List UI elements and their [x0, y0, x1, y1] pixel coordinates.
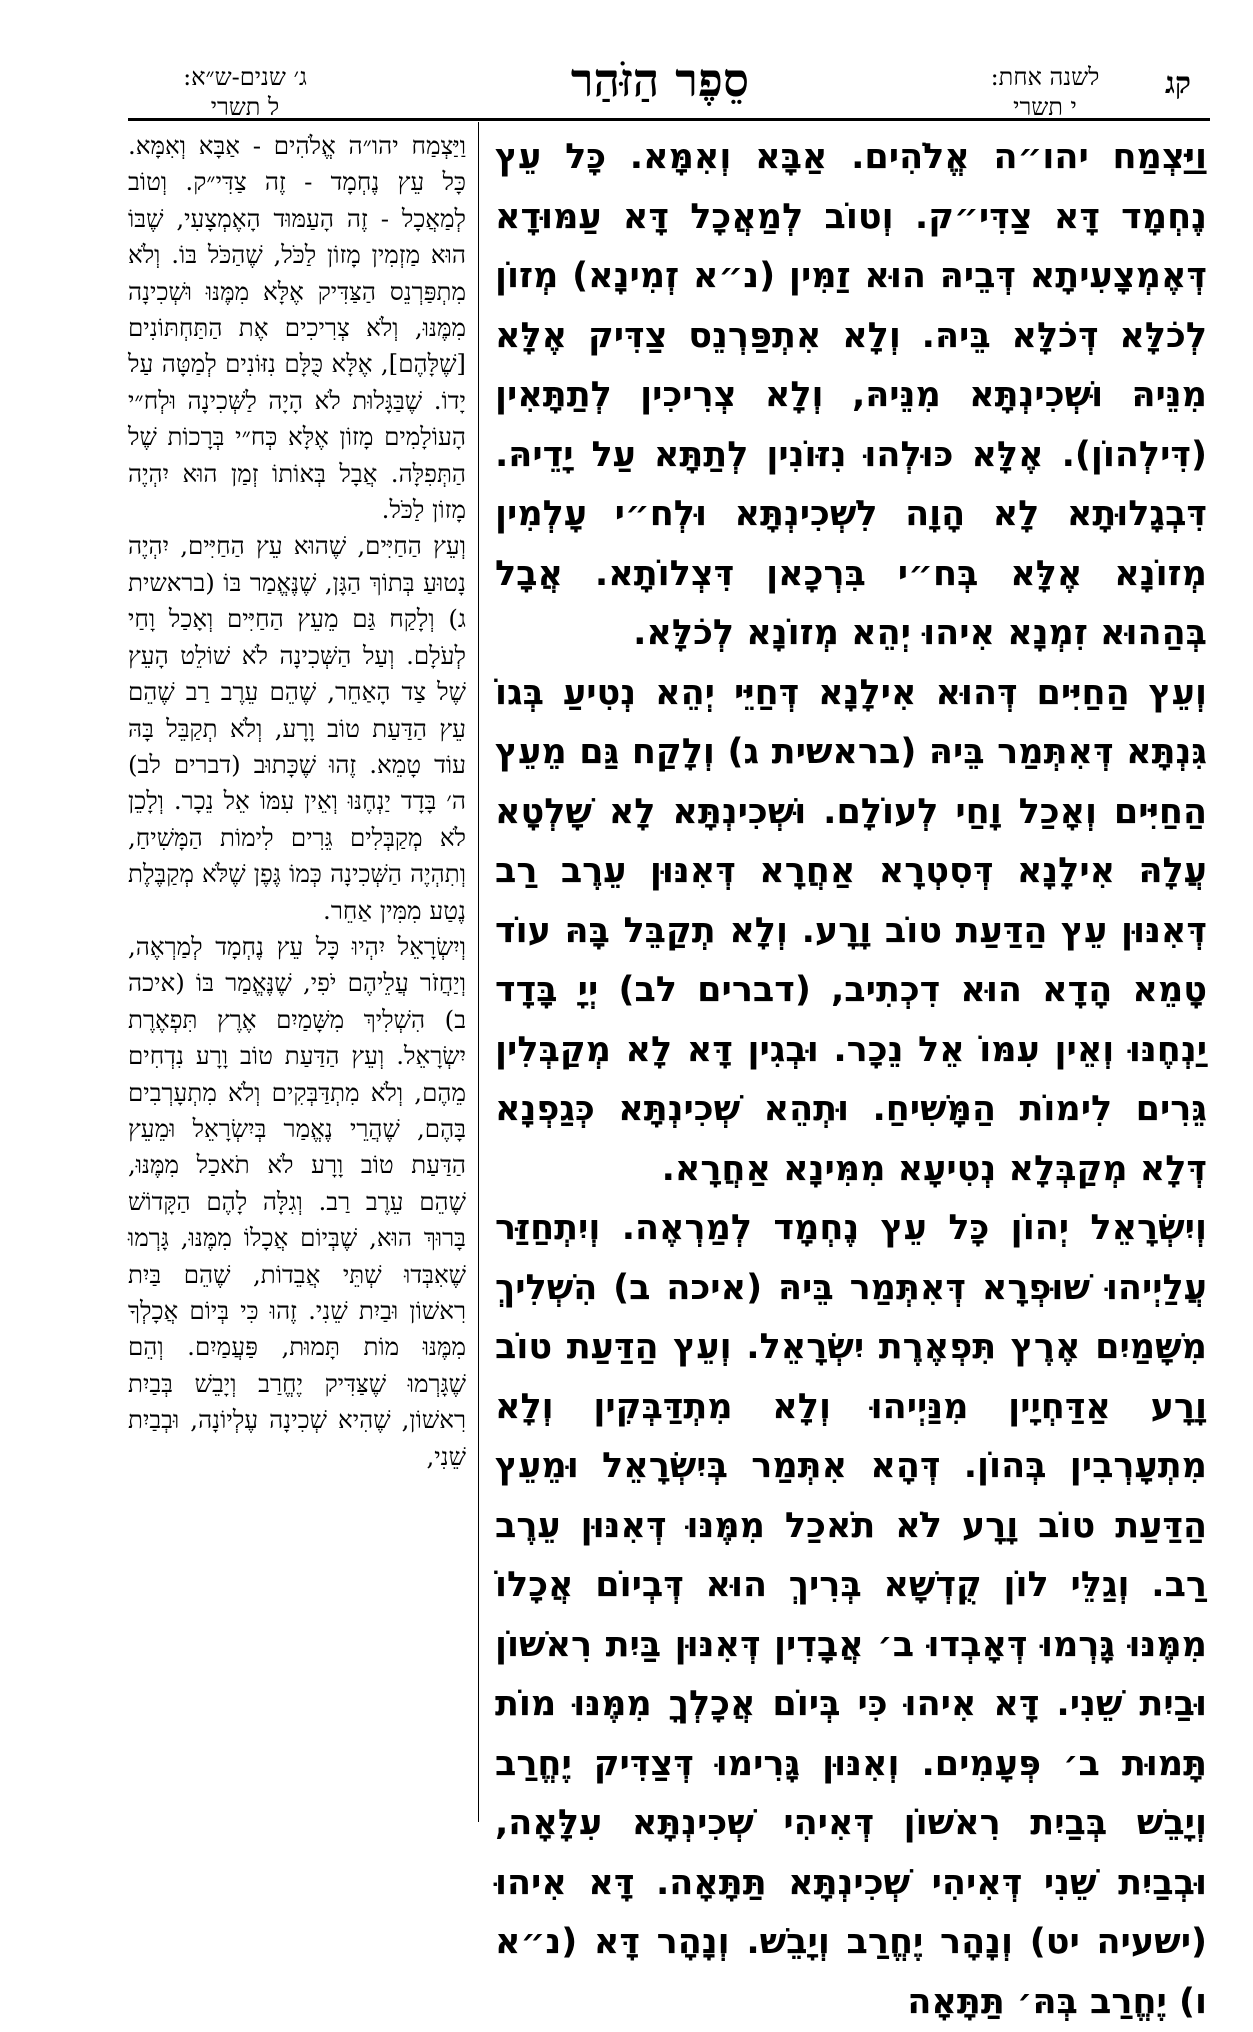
header-right-line2: י תשרי [1013, 93, 1077, 121]
header-right [960, 62, 1130, 122]
header-rule [128, 118, 1210, 121]
header-left [130, 62, 360, 122]
page-header [0, 0, 1253, 120]
page-title: סֵפֶר הַזֹּהַר [570, 53, 750, 107]
main-text-column [495, 128, 1207, 2032]
commentary-paragraph: וַיַּצְמַח יהו״ה אֱלֹהִים - אַבָּא וְאִמָּא. כָּל עֵץ נֶחְמָד - זֶה צַדִּי״ק. וְטוֹב לְמַאֲכָל - זֶה הָעַמּוּד הָאֶמְצָעִי, שֶׁבּוֹ הוּא מַזְמִין מָזוֹן לַכֹּל, שֶׁהַכֹּל בּוֹ. וְלֹא מִתְפַּרְנֵס הַצַּדִּיק אֶלָּא מִמֶּנּוּ וּשְׁכִינָה מִמֶּנּוּ, וְלֹא צְרִיכִים אֶת הַתַּחְתּוֹנִים [שֶׁלָּהֶם], אֶלָּא כֻּלָּם נִזּוֹנִים לְמַטָּה עַל יָדוֹ. שֶׁבַּגָּלוּת לֹא הָיָה לַשְּׁכִינָה וּלְח״י הָעוֹלָמִים מָזוֹן אֶלָּא כְּח״י בְּרָכוֹת שֶׁל הַתְּפִלָּה. אֲבָל בְּאוֹתוֹ זְמַן הוּא יִהְיֶה מָזוֹן לַכֹּל. [128, 131, 466, 525]
header-right-line1: לשנה אחת: [990, 63, 1100, 91]
header-left-line1: ג׳ שנים-ש״א: [183, 63, 307, 91]
page-number: קג [1165, 66, 1191, 101]
header-left-line2: ל תשרי [210, 93, 280, 121]
commentary-paragraph: וְעֵץ הַחַיִּים, שֶׁהוּא עֵץ הַחַיִּים, יִהְיֶה נָטוּעַ בְּתוֹךְ הַגָּן, שֶׁנֶּאֱמַר בּוֹ (בראשית ג) וְלָקַח גַּם מֵעֵץ הַחַיִּים וְאָכַל וָחַי לְעֹלָם. וְעַל הַשְּׁכִינָה לֹא שׁוֹלֵט הָעֵץ שֶׁל צַד הָאַחֵר, שֶׁהֵם עֵרֶב רַב שֶׁהֵם עֵץ הַדַּעַת טוֹב וָרָע, וְלֹא תְקַבֵּל בָּהּ עוֹד טָמֵא. זֶהוּ שֶׁכָּתוּב (דברים לב) ה׳ בָּדָד יַנְחֶנּוּ וְאֵין עִמּוֹ אֵל נֵכָר. וְלָכֵן לֹא מְקַבְּלִים גֵּרִים לִימוֹת הַמָּשִׁיחַ, וְתִהְיֶה הַשְּׁכִינָה כְּמוֹ גֶּפֶן שֶׁלֹּא מְקַבֶּלֶת נֶטַע מִמִּין אַחֵר. [128, 531, 466, 925]
main-paragraph: וְעֵץ הַחַיִּים דְּהוּא אִילָנָא דְּחַיֵּי יְהֵא נְטִיעַ בְּגוֹ גִּנְתָּא דְּאִתְּמַר בֵּיהּ (בראשית ג) וְלָקַח גַּם מֵעֵץ הַחַיִּים וְאָכַל וָחַי לְעוֹלָם. וּשְׁכִינְתָּא לָא שָׁלְטָא עֲלָהּ אִילָנָא דְּסִטְרָא אַחֲרָא דְּאִנּוּן עֵרֶב רַב דְּאִנּוּן עֵץ הַדַּעַת טוֹב וָרָע. וְלָא תְקַבֵּל בָּהּ עוֹד טָמֵא הָדָא הוּא דִכְתִיב, (דברים לב) יְיָ בָּדָד יַנְחֶנּוּ וְאֵין עִמּוֹ אֵל נֵכָר. וּבְגִין דָּא לָא מְקַבְּלִין גֵּרִים לִימוֹת הַמָּשִׁיחַ. וּתְהֵא שְׁכִינְתָּא כְּגַפְנָא דְּלָא מְקַבְּלָא נְטִיעָא מִמִּינָא אַחֲרָא. [495, 672, 1207, 1189]
main-paragraph: וַיַּצְמַח יהו״ה אֱלֹהִים. אַבָּא וְאִמָּא. כָּל עֵץ נֶחְמָד דָּא צַדִּי״ק. וְטוֹב לְמַאֲכָל דָּא עַמּוּדָא דְּאֶמְצָעִיתָא דְּבֵיהּ הוּא זַמִּין (נ״א זְמִינָא) מְזוֹן לְכֹלָּא דְּכֹלָּא בֵּיהּ. וְלָא אִתְפַּרְנֵס צַדִּיק אֶלָּא מִנֵּיהּ וּשְׁכִינְתָּא מִנֵּיהּ, וְלָא צְרִיכִין לְתַתָּאִין (דִּילְהוֹן). אֶלָּא כּוּלְהוּ נִזּוֹנִין לְתַתָּא עַל יָדֵיהּ. דִּבְגָלוּתָא לָא הָוָה לִשְׁכִינְתָּא וּלְח״י עָלְמִין מְזוֹנָא אֶלָּא בְּח״י בִּרְכָאן דִּצְלוֹתָא. אֲבָל בְּהַהוּא זִמְנָא אִיהוּ יְהֵא מְזוֹנָא לְכֹלָּא. [495, 137, 1207, 653]
main-paragraph: וְיִשְׂרָאֵל יְהוֹן כָּל עֵץ נֶחְמָד לְמַרְאֶה. וְיִתְחַזַּר עֲלַיְיהוּ שׁוּפְרָא דְּאִתְּמַר בֵּיהּ (איכה ב) הִשְׁלִיךְ מִשָּׁמַיִם אֶרֶץ תִּפְאֶרֶת יִשְׂרָאֵל. וְעֵץ הַדַּעַת טוֹב וָרָע אַדַּחְיָין מִנַּיְיהוּ וְלָא מִתְדַּבְּקִין וְלָא מִתְעָרְבִין בְּהוֹן. דְּהָא אִתְּמַר בְּיִשְׂרָאֵל וּמֵעֵץ הַדַּעַת טוֹב וָרָע לֹא תֹאכַל מִמֶּנּוּ דְּאִנּוּן עֵרֶב רַב. וְגַלֵּי לוֹן קֻדְשָׁא בְּרִיךְ הוּא דְּבְיוֹם אֲכָלוֹ מִמֶּנּוּ גָּרְמוּ דְּאָבְדוּ ב׳ אֲבָדִין דְּאִנּוּן בַּיִת רִאשׁוֹן וּבַיִת שֵׁנִי. דָּא אִיהוּ כִּי בְּיוֹם אֲכָלְךָ מִמֶּנּוּ מוֹת תָּמוּת ב׳ פְּעָמִים. וְאִנּוּן גָּרִימוּ דְּצַדִּיק יֶחֱרַב וְיָבֵשׁ בְּבַיִת רִאשׁוֹן דְּאִיהִי שְׁכִינְתָּא עִלָּאָה, וּבְבַיִת שֵׁנִי דְּאִיהִי שְׁכִינְתָּא תַּתָּאָה. דָּא אִיהוּ (ישעיה יט) וְנָהָר יֶחֱרַב וְיָבֵשׁ. וְנָהָר דָּא (נ״א ו) יֶחֱרַב בְּהּ׳ תַּתָּאָה [495, 1208, 1207, 2022]
column-divider [478, 122, 479, 1822]
commentary-column [128, 128, 466, 1475]
commentary-paragraph: וְיִשְׂרָאֵל יִהְיוּ כָּל עֵץ נֶחְמָד לְמַרְאֶה, וְיַחֲזֹר עֲלֵיהֶם יֹפִי, שֶׁנֶּאֱמַר בּוֹ (איכה ב) הִשְׁלִיךְ מִשָּׁמַיִם אֶרֶץ תִּפְאֶרֶת יִשְׂרָאֵל. וְעֵץ הַדַּעַת טוֹב וָרָע נִדְחִים מֵהֶם, וְלֹא מִתְדַּבְּקִים וְלֹא מִתְעָרְבִים בָּהֶם, שֶׁהֲרֵי נֶאֱמַר בְּיִשְׂרָאֵל וּמֵעֵץ הַדַּעַת טוֹב וָרָע לֹא תֹאכַל מִמֶּנּוּ, שֶׁהֵם עֵרֶב רַב. וְגִלָּה לָהֶם הַקָּדוֹשׁ בָּרוּךְ הוּא, שֶׁבְּיוֹם אֲכָלוֹ מִמֶּנּוּ, גָּרְמוּ שֶׁאִבְּדוּ שְׁתֵּי אֲבֵדוֹת, שֶׁהֵם בַּיִת רִאשׁוֹן וּבַיִת שֵׁנִי. זֶהוּ כִּי בְּיוֹם אֲכָלְךָ מִמֶּנּוּ מוֹת תָּמוּת, פַּעֲמַיִם. וְהֵם שֶׁגָּרְמוּ שֶׁצַּדִּיק יֶחֱרַב וְיָבֵשׁ בְּבַיִת רִאשׁוֹן, שֶׁהִיא שְׁכִינָה עֶלְיוֹנָה, וּבְבַיִת שֵׁנִי, [128, 931, 466, 1471]
